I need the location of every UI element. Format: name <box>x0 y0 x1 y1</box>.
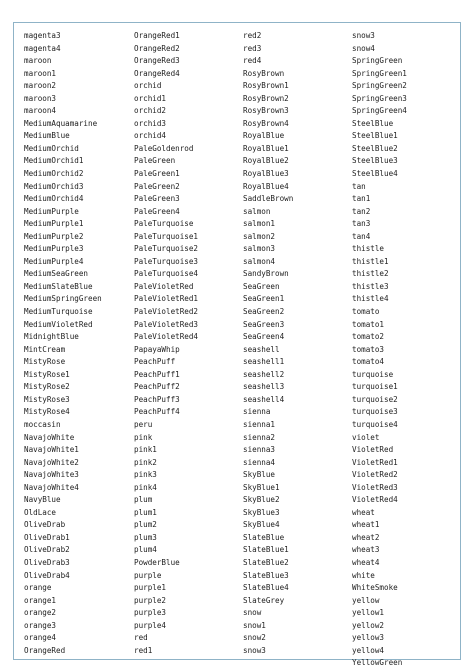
color-name-item: MediumTurquoise <box>24 307 93 317</box>
color-name-item: SteelBlue4 <box>352 169 398 179</box>
color-name-item: salmon <box>243 206 271 216</box>
color-name-item: OliveDrab3 <box>24 557 70 567</box>
color-name-item: maroon4 <box>24 106 57 116</box>
color-name-item: SkyBlue4 <box>243 520 280 530</box>
color-name-item: red2 <box>243 31 262 40</box>
color-name-item: SpringGreen4 <box>352 106 407 116</box>
color-name-item: yellow2 <box>352 620 385 630</box>
color-name-item: orange4 <box>24 633 57 643</box>
color-name-item: PaleVioletRed <box>134 281 194 291</box>
color-name-item: salmon1 <box>243 219 276 229</box>
color-name-item: NavyBlue <box>24 495 61 505</box>
color-name-item: SpringGreen <box>352 56 403 66</box>
color-name-item: RosyBrown3 <box>243 106 289 116</box>
color-name-item: orchid4 <box>134 131 167 141</box>
color-name-item: maroon2 <box>24 81 57 91</box>
color-name-item: sienna3 <box>243 445 276 455</box>
color-name-item: PeachPuff1 <box>134 369 180 379</box>
color-name-item: RosyBrown2 <box>243 93 289 103</box>
color-name-item: orange <box>24 583 52 593</box>
color-name-item: MediumOrchid1 <box>24 156 84 166</box>
color-name-item: wheat4 <box>352 557 380 567</box>
color-name-item: SlateBlue <box>243 532 285 542</box>
color-name-item: pink2 <box>134 457 157 467</box>
color-name-item: OrangeRed <box>24 645 66 655</box>
color-name-item: SkyBlue <box>243 470 276 480</box>
color-name-item: PapayaWhip <box>134 344 180 354</box>
color-name-item: OliveDrab4 <box>24 570 70 580</box>
color-name-item: SteelBlue2 <box>352 143 398 153</box>
color-name-item: SaddleBrown <box>243 194 294 204</box>
color-name-item: MediumPurple <box>24 206 79 216</box>
color-name-item: purple4 <box>134 620 167 630</box>
color-name-item: thistle4 <box>352 294 389 304</box>
color-name-item: PaleVioletRed2 <box>134 307 199 317</box>
color-name-item: OliveDrab2 <box>24 545 70 555</box>
color-name-item: orchid1 <box>134 93 167 103</box>
color-name-item: plum4 <box>134 545 157 555</box>
color-name-item: tan <box>352 181 366 191</box>
color-name-item: red4 <box>243 56 262 66</box>
color-name-item: NavajoWhite1 <box>24 445 79 455</box>
color-name-item: MediumPurple3 <box>24 244 84 254</box>
color-name-item: pink3 <box>134 470 157 480</box>
color-name-item: PaleTurquoise <box>134 219 194 229</box>
color-name-item: yellow <box>352 595 380 605</box>
color-name-item: maroon1 <box>24 68 57 78</box>
color-name-item: red1 <box>134 645 153 655</box>
color-name-item: OliveDrab <box>24 520 66 530</box>
color-name-item: RoyalBlue2 <box>243 156 289 166</box>
color-name-item: thistle <box>352 244 385 254</box>
color-name-item: RoyalBlue3 <box>243 169 289 179</box>
color-name-item: MediumOrchid4 <box>24 194 84 204</box>
color-name-item: MediumOrchid2 <box>24 169 84 179</box>
color-name-item: VioletRed2 <box>352 470 398 480</box>
color-name-item: MistyRose4 <box>24 407 70 417</box>
color-name-item: MediumAquamarine <box>24 118 98 128</box>
color-name-item: snow3 <box>243 645 266 655</box>
color-name-item: seashell4 <box>243 394 285 404</box>
color-name-item: purple3 <box>134 608 167 618</box>
color-name-item: salmon2 <box>243 231 276 241</box>
color-name-item: MistyRose <box>24 357 66 367</box>
color-name-item: PaleGreen3 <box>134 194 180 204</box>
color-name-item: PaleGreen <box>134 156 176 166</box>
color-name-item: purple2 <box>134 595 167 605</box>
color-name-item: maroon <box>24 56 52 66</box>
color-name-item: MediumSeaGreen <box>24 269 89 279</box>
color-name-item: turquoise2 <box>352 394 398 404</box>
color-name-item: NavajoWhite <box>24 432 75 442</box>
color-name-item: SteelBlue3 <box>352 156 398 166</box>
color-name-item: sienna4 <box>243 457 276 467</box>
color-name-item: PaleVioletRed3 <box>134 319 199 329</box>
color-name-item: OliveDrab1 <box>24 532 70 542</box>
color-name-item: MistyRose1 <box>24 369 70 379</box>
color-name-item: yellow1 <box>352 608 385 618</box>
color-name-item: sienna1 <box>243 419 276 429</box>
color-name-item: SandyBrown <box>243 269 289 279</box>
color-name-item: SpringGreen3 <box>352 93 407 103</box>
color-name-item: SlateBlue2 <box>243 557 289 567</box>
color-name-item: VioletRed4 <box>352 495 398 505</box>
color-name-item: PaleTurquoise3 <box>134 256 199 266</box>
color-name-item: seashell <box>243 344 280 354</box>
color-name-item: SteelBlue <box>352 118 394 128</box>
color-name-item: tan3 <box>352 219 371 229</box>
color-name-item: SpringGreen2 <box>352 81 407 91</box>
color-name-item: plum <box>134 495 153 505</box>
color-name-item: PeachPuff <box>134 357 176 367</box>
color-name-item: SeaGreen2 <box>243 307 285 317</box>
color-name-item: orchid2 <box>134 106 167 116</box>
color-name-item: MediumOrchid <box>24 143 79 153</box>
color-name-item: MistyRose2 <box>24 382 70 392</box>
color-name-item: SkyBlue3 <box>243 507 280 517</box>
color-name-item: RosyBrown4 <box>243 118 289 128</box>
color-name-item: maroon3 <box>24 93 57 103</box>
color-name-item: RoyalBlue4 <box>243 181 289 191</box>
color-name-item: MidnightBlue <box>24 332 79 342</box>
color-name-item: RoyalBlue1 <box>243 143 289 153</box>
color-name-item: SeaGreen3 <box>243 319 285 329</box>
color-name-item: PowderBlue <box>134 557 180 567</box>
color-name-item: moccasin <box>24 419 61 429</box>
color-name-item: white <box>352 570 375 580</box>
color-name-item: PaleGoldenrod <box>134 143 194 153</box>
color-name-item: plum2 <box>134 520 157 530</box>
color-name-item: PeachPuff2 <box>134 382 180 392</box>
color-name-item: PaleVioletRed4 <box>134 332 199 342</box>
color-name-item: SkyBlue2 <box>243 495 280 505</box>
color-name-item: VioletRed1 <box>352 457 398 467</box>
color-name-item: tomato3 <box>352 344 385 354</box>
color-name-item: tan1 <box>352 194 371 204</box>
color-name-item: orange2 <box>24 608 57 618</box>
color-name-item: snow2 <box>243 633 266 643</box>
color-name-item: tomato4 <box>352 357 385 367</box>
color-name-item: pink <box>134 432 153 442</box>
color-column-3 <box>243 30 293 657</box>
color-name-item: OrangeRed3 <box>134 56 180 66</box>
color-name-item: PaleGreen2 <box>134 181 180 191</box>
color-name-item: turquoise <box>352 369 394 379</box>
color-name-item: SeaGreen4 <box>243 332 285 342</box>
color-name-item: pink4 <box>134 482 157 492</box>
color-name-item: YellowGreen <box>352 658 403 668</box>
color-name-item: purple1 <box>134 583 167 593</box>
color-name-item: WhiteSmoke <box>352 583 398 593</box>
color-name-item: thistle2 <box>352 269 389 279</box>
color-name-item: NavajoWhite2 <box>24 457 79 467</box>
color-name-item: thistle1 <box>352 256 389 266</box>
color-column-1 <box>24 30 102 657</box>
color-name-item: MintCream <box>24 344 66 354</box>
color-name-item: red <box>134 633 148 643</box>
color-name-item: salmon3 <box>243 244 276 254</box>
color-name-item: turquoise3 <box>352 407 398 417</box>
color-name-item: NavajoWhite4 <box>24 482 79 492</box>
color-name-item: RosyBrown <box>243 68 285 78</box>
color-name-item: pink1 <box>134 445 157 455</box>
color-name-item: peru <box>134 419 153 429</box>
color-name-item: orange3 <box>24 620 57 630</box>
color-name-item: PaleGreen4 <box>134 206 180 216</box>
color-name-item: SeaGreen1 <box>243 294 285 304</box>
color-name-item: OrangeRed2 <box>134 43 180 53</box>
color-name-item: PaleTurquoise1 <box>134 231 199 241</box>
color-name-item: SeaGreen <box>243 281 280 291</box>
color-name-item: SteelBlue1 <box>352 131 398 141</box>
color-name-item: sienna2 <box>243 432 276 442</box>
color-name-item: yellow3 <box>352 633 385 643</box>
color-name-item: yellow4 <box>352 645 385 655</box>
color-name-item: orchid3 <box>134 118 167 128</box>
color-name-item: MediumOrchid3 <box>24 181 84 191</box>
color-name-item: tan2 <box>352 206 371 216</box>
color-name-item: PaleTurquoise4 <box>134 269 199 279</box>
color-name-item: MediumVioletRed <box>24 319 93 329</box>
color-name-item: MediumSlateBlue <box>24 281 93 291</box>
color-name-item: red3 <box>243 43 262 53</box>
color-name-item: wheat <box>352 507 375 517</box>
color-name-item: MediumPurple4 <box>24 256 84 266</box>
color-name-item: OldLace <box>24 507 57 517</box>
color-name-item: wheat3 <box>352 545 380 555</box>
color-name-item: snow4 <box>352 43 375 53</box>
color-name-item: turquoise4 <box>352 419 398 429</box>
color-name-item: VioletRed <box>352 445 394 455</box>
color-name-item: plum1 <box>134 507 157 517</box>
color-name-item: seashell1 <box>243 357 285 367</box>
color-name-item: NavajoWhite3 <box>24 470 79 480</box>
color-name-item: MediumPurple1 <box>24 219 84 229</box>
color-name-item: purple <box>134 570 162 580</box>
color-name-item: tomato2 <box>352 332 385 342</box>
color-name-item: SkyBlue1 <box>243 482 280 492</box>
color-name-item: PeachPuff4 <box>134 407 180 417</box>
color-name-item: SlateBlue1 <box>243 545 289 555</box>
color-name-item: wheat1 <box>352 520 380 530</box>
color-name-item: PaleVioletRed1 <box>134 294 199 304</box>
color-name-item: PeachPuff3 <box>134 394 180 404</box>
color-name-item: SlateGrey <box>243 595 285 605</box>
color-name-item: snow3 <box>352 31 375 40</box>
color-name-item: OrangeRed1 <box>134 31 180 40</box>
color-name-item: sienna <box>243 407 271 417</box>
color-name-item: PaleTurquoise2 <box>134 244 199 254</box>
color-name-item: thistle3 <box>352 281 389 291</box>
color-name-item: seashell2 <box>243 369 285 379</box>
color-name-item: turquoise1 <box>352 382 398 392</box>
color-name-item: orchid <box>134 81 162 91</box>
color-name-item: salmon4 <box>243 256 276 266</box>
color-name-item: MediumPurple2 <box>24 231 84 241</box>
color-name-item: VioletRed3 <box>352 482 398 492</box>
color-name-item: tomato <box>352 307 380 317</box>
color-name-item: SlateBlue3 <box>243 570 289 580</box>
color-name-page <box>13 22 461 668</box>
color-name-item: MediumSpringGreen <box>24 294 102 304</box>
color-name-item: wheat2 <box>352 532 380 542</box>
color-column-2 <box>134 30 198 657</box>
color-name-item: seashell3 <box>243 382 285 392</box>
color-name-item: snow <box>243 608 262 618</box>
color-name-item: PaleGreen1 <box>134 169 180 179</box>
color-name-item: SlateBlue4 <box>243 583 289 593</box>
color-column-4 <box>352 30 407 670</box>
color-name-item: RoyalBlue <box>243 131 285 141</box>
color-name-item: MediumBlue <box>24 131 70 141</box>
color-name-item: OrangeRed4 <box>134 68 180 78</box>
color-name-item: tomato1 <box>352 319 385 329</box>
color-name-item: SpringGreen1 <box>352 68 407 78</box>
color-name-item: RosyBrown1 <box>243 81 289 91</box>
color-name-item: tan4 <box>352 231 371 241</box>
color-name-item: magenta4 <box>24 43 61 53</box>
color-name-item: orange1 <box>24 595 57 605</box>
color-name-item: MistyRose3 <box>24 394 70 404</box>
color-name-item: plum3 <box>134 532 157 542</box>
color-name-item: snow1 <box>243 620 266 630</box>
color-name-item: violet <box>352 432 380 442</box>
color-name-item: magenta3 <box>24 31 61 40</box>
